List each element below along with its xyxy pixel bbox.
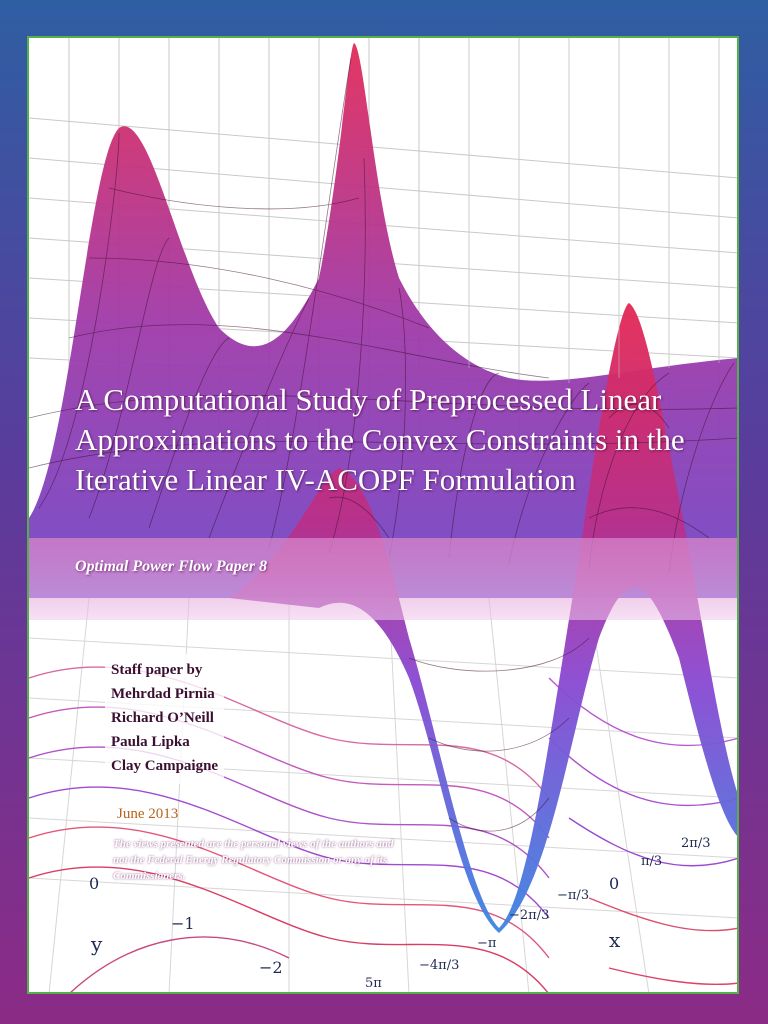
publication-date: June 2013 bbox=[117, 806, 179, 822]
y-axis-label: y bbox=[91, 932, 103, 956]
x-tick-label: −π bbox=[477, 936, 497, 951]
x-tick-label: −2π/3 bbox=[509, 908, 550, 923]
x-tick-label: −π/3 bbox=[557, 888, 590, 903]
y-tick-label: −1 bbox=[171, 914, 195, 933]
disclaimer: The views presented are the personal views of the authors and not the Federal Energy Regulatory Commission or any of its Commissioners. bbox=[113, 838, 394, 882]
grid-overlay bbox=[469, 38, 719, 383]
x-tick-label: −4π/3 bbox=[419, 958, 460, 973]
document-title: A Computational Study of Preprocessed Linear Approximations to the Convex Constraints in the Iterative Linear IV-ACOPF Formulation bbox=[75, 382, 685, 497]
author-name: Mehrdad Pirnia bbox=[111, 686, 215, 702]
author-name: Paula Lipka bbox=[111, 734, 190, 750]
x-tick-label: 5π bbox=[365, 976, 382, 991]
x-tick-label: π/3 bbox=[641, 854, 663, 869]
author-name: Richard O’Neill bbox=[111, 710, 214, 726]
y-tick-label: 0 bbox=[89, 874, 100, 893]
x-tick-label: 2π/3 bbox=[681, 836, 711, 851]
x-tick-label: 0 bbox=[609, 874, 620, 893]
cover-frame bbox=[27, 36, 739, 994]
author-name: Clay Campaigne bbox=[111, 758, 219, 774]
author-block bbox=[105, 654, 224, 784]
staff-label: Staff paper by bbox=[111, 662, 203, 678]
title-band bbox=[29, 538, 739, 620]
y-tick-label: −2 bbox=[259, 958, 283, 977]
x-axis-label: x bbox=[609, 928, 621, 952]
series-label: Optimal Power Flow Paper 8 bbox=[75, 558, 267, 575]
